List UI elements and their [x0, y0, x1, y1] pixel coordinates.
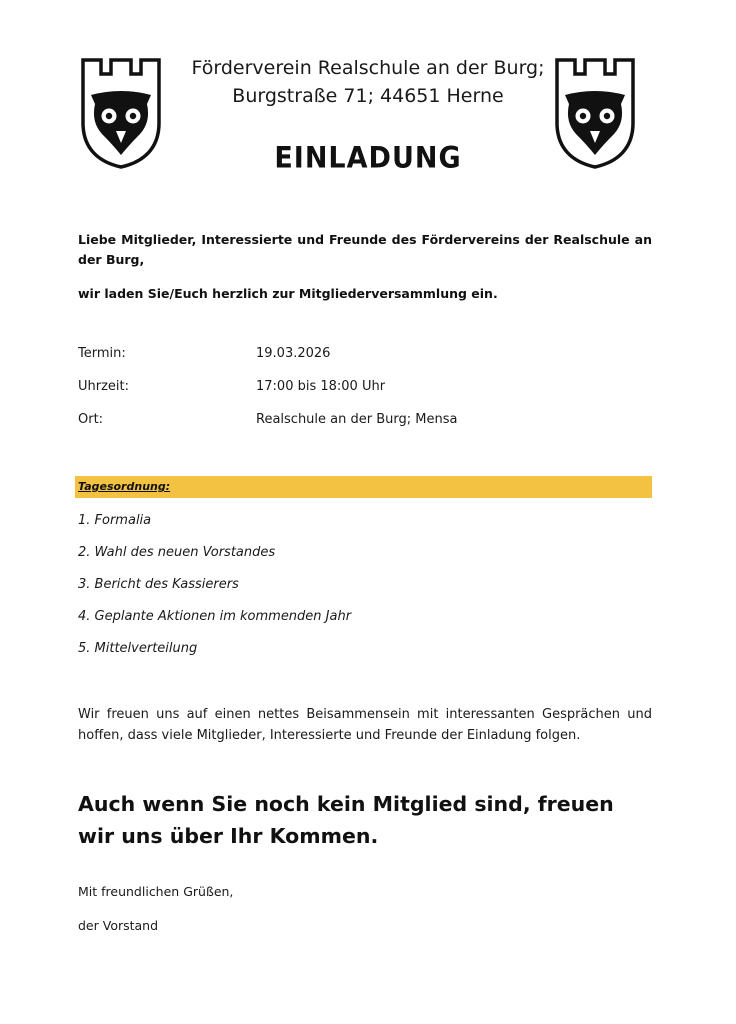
intro-invitation: wir laden Sie/Euch herzlich zur Mitgliederversammlung ein.	[78, 286, 498, 301]
agenda-item: 5. Mittelverteilung	[78, 641, 198, 656]
detail-row-location	[78, 412, 652, 430]
organization-address: Burgstraße 71; 44651 Herne	[232, 85, 504, 107]
agenda-item: 4. Geplante Aktionen im kommenden Jahr	[78, 609, 352, 624]
owl-castle-crest-icon	[80, 57, 162, 169]
organization-name: Förderverein Realschule an der Burg;	[191, 57, 545, 79]
detail-label: Ort:	[78, 412, 104, 427]
agenda-heading: Tagesordnung:	[78, 480, 171, 493]
detail-row-time	[78, 379, 652, 397]
agenda-item: 3. Bericht des Kassierers	[78, 577, 239, 592]
intro-greeting: Liebe Mitglieder, Interessierte und Freunde des Fördervereins der Realschule an der Burg,	[78, 232, 652, 267]
signoff-sender: der Vorstand	[78, 918, 159, 933]
highlight-message: Auch wenn Sie noch kein Mitglied sind, freuen wir uns über Ihr Kommen.	[78, 792, 614, 848]
agenda-item: 1. Formalia	[78, 513, 152, 528]
detail-row-date	[78, 346, 652, 364]
agenda-item: 2. Wahl des neuen Vorstandes	[78, 545, 276, 560]
closing-paragraph: Wir freuen uns auf einen nettes Beisammensein mit interessanten Gesprächen und hoffen, dass viele Mitglieder, Interessierte und Freunde der Einladung folgen.	[78, 707, 652, 743]
owl-castle-crest-icon	[554, 57, 636, 169]
detail-label: Termin:	[78, 346, 126, 361]
detail-value: Realschule an der Burg; Mensa	[256, 412, 458, 427]
detail-value: 17:00 bis 18:00 Uhr	[256, 379, 386, 394]
agenda-list	[78, 511, 652, 671]
page-title: EINLADUNG	[274, 141, 462, 176]
agenda-header-bar	[75, 476, 652, 498]
signoff-greeting: Mit freundlichen Grüßen,	[78, 884, 234, 899]
detail-label: Uhrzeit:	[78, 379, 130, 394]
detail-value: 19.03.2026	[256, 346, 331, 361]
